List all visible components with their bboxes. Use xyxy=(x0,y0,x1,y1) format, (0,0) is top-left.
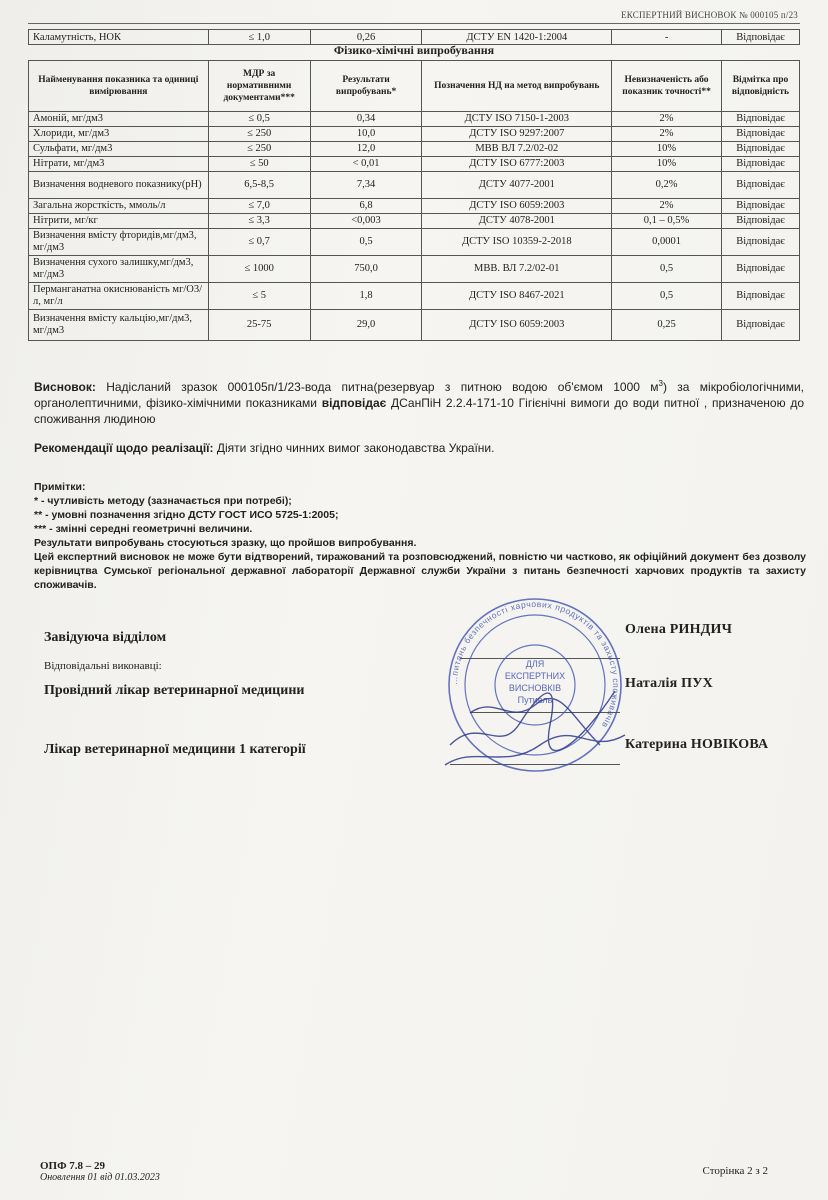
signatory-name: Катерина НОВІКОВА xyxy=(625,737,769,752)
header-rule xyxy=(28,23,800,24)
responsible-label: Відповідальні виконавці: xyxy=(44,660,162,672)
note-line: *** - змінні середні геометричні величини. xyxy=(34,523,253,535)
notes-block xyxy=(34,480,806,592)
note-line: Результати випробувань стосуються зразку, що пройшов випробування. xyxy=(34,537,417,549)
cell-compliance: Відповідає xyxy=(721,199,799,214)
table-row xyxy=(29,199,800,214)
cell-result: 1,8 xyxy=(310,283,422,310)
cell-name: Визначення вмісту фторидів,мг/дм3, мг/дм3 xyxy=(29,229,209,256)
column-header: Результати випробувань* xyxy=(310,61,422,112)
cell-limit: ≤ 5 xyxy=(208,283,310,310)
table-header-row xyxy=(29,61,800,112)
cell-name: Каламутність, НОК xyxy=(29,30,209,45)
recommendation-text: Діяти згідно чинних вимог законодавства України. xyxy=(213,441,495,455)
cell-name: Нітрити, мг/кг xyxy=(29,214,209,229)
cell-result: <0,003 xyxy=(310,214,422,229)
cell-uncertainty: 10% xyxy=(612,157,722,172)
cell-compliance: Відповідає xyxy=(722,30,800,45)
cell-name: Перманганатна окиснюваність мг/О3/л, мг/л xyxy=(29,283,209,310)
cell-limit: ≤ 7,0 xyxy=(208,199,310,214)
stamp-line: Путивль xyxy=(517,695,553,705)
table-row xyxy=(29,127,800,142)
cell-compliance: Відповідає xyxy=(721,157,799,172)
cell-method: ДСТУ ISO 9297:2007 xyxy=(422,127,612,142)
cell-method: ДСТУ ISO 6059:2003 xyxy=(422,310,612,341)
recommendation xyxy=(34,441,494,455)
cell-method: ДСТУ ISO 6059:2003 xyxy=(422,199,612,214)
cell-uncertainty: 0,2% xyxy=(612,172,722,199)
recommendation-label: Рекомендації щодо реалізації: xyxy=(34,441,214,455)
cell-result: < 0,01 xyxy=(310,157,422,172)
table-row xyxy=(29,256,800,283)
column-header: Невизначеність або показник точності** xyxy=(612,61,722,112)
head-of-department-title: Завідуюча відділом xyxy=(44,630,167,645)
cell-limit: ≤ 3,3 xyxy=(208,214,310,229)
cell-name: Визначення вмісту кальцію,мг/дм3, мг/дм3 xyxy=(29,310,209,341)
cell-method: ДСТУ ISO 7150-1-2003 xyxy=(422,112,612,127)
column-header: Відмітка про відповідність xyxy=(721,61,799,112)
conclusion-label: Висновок: xyxy=(34,380,96,394)
cell-uncertainty: 0,1 – 0,5% xyxy=(612,214,722,229)
cell-uncertainty: 10% xyxy=(612,142,722,157)
cell-uncertainty: 0,5 xyxy=(612,256,722,283)
cell-limit: ≤ 0,7 xyxy=(208,229,310,256)
cell-uncertainty: 0,5 xyxy=(612,283,722,310)
form-update: Оновлення 01 від 01.03.2023 xyxy=(40,1172,160,1183)
cell-limit: ≤ 250 xyxy=(208,142,310,157)
signatory-name: Наталія ПУХ xyxy=(625,676,713,691)
cell-result: 6,8 xyxy=(310,199,422,214)
cell-result: 7,34 xyxy=(310,172,422,199)
table-row xyxy=(29,214,800,229)
cell-uncertainty: 2% xyxy=(612,112,722,127)
cell-compliance: Відповідає xyxy=(721,256,799,283)
stamp-line: ЕКСПЕРТНИХ xyxy=(504,671,566,681)
note-line: ** - умовні позначення згідно ДСТУ ГОСТ ИСО 5725-1:2005; xyxy=(34,509,339,521)
table-row xyxy=(29,112,800,127)
cell-name: Сульфати, мг/дм3 xyxy=(29,142,209,157)
table-row xyxy=(29,172,800,199)
cell-result: 0,5 xyxy=(310,229,422,256)
lead-doctor-title: Провідний лікар ветеринарної медицини xyxy=(44,683,305,698)
conclusion-superscript: 3 xyxy=(658,379,663,388)
cell-limit: ≤ 0,5 xyxy=(208,112,310,127)
cell-uncertainty: 0,0001 xyxy=(612,229,722,256)
cell-compliance: Відповідає xyxy=(721,112,799,127)
column-header: Позначення НД на метод випробувань xyxy=(422,61,612,112)
doctor-title: Лікар ветеринарної медицини 1 категорії xyxy=(44,742,306,757)
cell-compliance: Відповідає xyxy=(721,127,799,142)
page-number: Сторінка 2 з 2 xyxy=(702,1165,768,1177)
stamp-outer-text: …питань безпечності харчових продуктів та захисту споживачів xyxy=(448,598,622,730)
cell-compliance: Відповідає xyxy=(721,214,799,229)
cell-result: 29,0 xyxy=(310,310,422,341)
conclusion-text: ) за мікробіологічними, органолептичними, фізико-хімічними показниками xyxy=(34,380,804,410)
cell-limit: ≤ 1,0 xyxy=(208,30,310,45)
notes-title: Примітки: xyxy=(34,481,86,493)
stamp-line: ДЛЯ xyxy=(525,659,545,669)
cell-method: МВВ. ВЛ 7.2/02-01 xyxy=(422,256,612,283)
cell-uncertainty: 2% xyxy=(612,127,722,142)
conclusion-verdict: відповідає xyxy=(321,396,387,410)
cell-compliance: Відповідає xyxy=(721,172,799,199)
cell-name: Визначення водневого показнику(pH) xyxy=(29,172,209,199)
cell-compliance: Відповідає xyxy=(721,283,799,310)
cell-result: 10,0 xyxy=(310,127,422,142)
cell-uncertainty: 0,25 xyxy=(612,310,722,341)
cell-limit: 6,5-8,5 xyxy=(208,172,310,199)
stamp-line: ВИСНОВКІВ xyxy=(508,683,562,693)
cell-compliance: Відповідає xyxy=(721,229,799,256)
cell-method: МВВ ВЛ 7.2/02-02 xyxy=(422,142,612,157)
signature-scribble xyxy=(445,735,625,765)
cell-uncertainty: 2% xyxy=(612,199,722,214)
table-row xyxy=(29,229,800,256)
section-title: Фізико-хімічні випробування xyxy=(333,43,495,57)
cell-name: Нітрати, мг/дм3 xyxy=(29,157,209,172)
cell-method: ДСТУ EN 1420-1:2004 xyxy=(422,30,612,45)
cell-name: Амоній, мг/дм3 xyxy=(29,112,209,127)
cell-name: Визначення сухого залишку,мг/дм3, мг/дм3 xyxy=(29,256,209,283)
cell-limit: ≤ 250 xyxy=(208,127,310,142)
cell-method: ДСТУ ISO 8467-2021 xyxy=(422,283,612,310)
conclusion-text: Надісланий зразок 000105п/1/23-вода питна(резервуар з питною водою об'ємом 1000 м xyxy=(95,380,659,394)
table-row xyxy=(29,283,800,310)
cell-name: Хлориди, мг/дм3 xyxy=(29,127,209,142)
footer-form-info xyxy=(40,1160,160,1183)
cell-name: Загальна жорсткість, ммоль/л xyxy=(29,199,209,214)
note-line: * - чутливість методу (зазначається при потребі); xyxy=(34,495,292,507)
table-row xyxy=(29,157,800,172)
document-reference: ЕКСПЕРТНИЙ ВИСНОВОК № 000105 п/23 xyxy=(621,10,798,20)
cell-compliance: Відповідає xyxy=(721,310,799,341)
cell-limit: ≤ 1000 xyxy=(208,256,310,283)
results-table xyxy=(28,60,800,341)
conclusion-paragraph xyxy=(34,376,804,427)
form-code: ОПФ 7.8 – 29 xyxy=(40,1160,106,1172)
official-stamp xyxy=(440,595,630,775)
column-header: МДР за нормативними документами*** xyxy=(208,61,310,112)
signatory-name: Олена РИНДИЧ xyxy=(625,622,733,637)
cell-limit: 25-75 xyxy=(208,310,310,341)
cell-method: ДСТУ 4077-2001 xyxy=(422,172,612,199)
table-row xyxy=(29,310,800,341)
cell-method: ДСТУ 4078-2001 xyxy=(422,214,612,229)
note-line: Цей експертний висновок не може бути відтворений, тиражований та розповсюджений, повністю чи частково, як офіційний документ без дозволу керівництва Сумської регіональної державної лабораторії Державної служби України з питань безпечності харчових продуктів та захисту споживачів. xyxy=(34,551,806,591)
table-row xyxy=(29,142,800,157)
cell-result: 12,0 xyxy=(310,142,422,157)
cell-result: 750,0 xyxy=(310,256,422,283)
cell-compliance: Відповідає xyxy=(721,142,799,157)
cell-uncertainty: - xyxy=(612,30,722,45)
cell-limit: ≤ 50 xyxy=(208,157,310,172)
cell-method: ДСТУ ISO 6777:2003 xyxy=(422,157,612,172)
cell-result: 0,26 xyxy=(310,30,422,45)
cell-result: 0,34 xyxy=(310,112,422,127)
column-header: Найменування показника та одиниці вимірювання xyxy=(29,61,209,112)
conclusion-text: ДСанПіН 2.2.4-171-10 Гігієнічні вимоги до води питної , призначеною до споживання людиною xyxy=(34,396,804,426)
cell-method: ДСТУ ISO 10359-2-2018 xyxy=(422,229,612,256)
